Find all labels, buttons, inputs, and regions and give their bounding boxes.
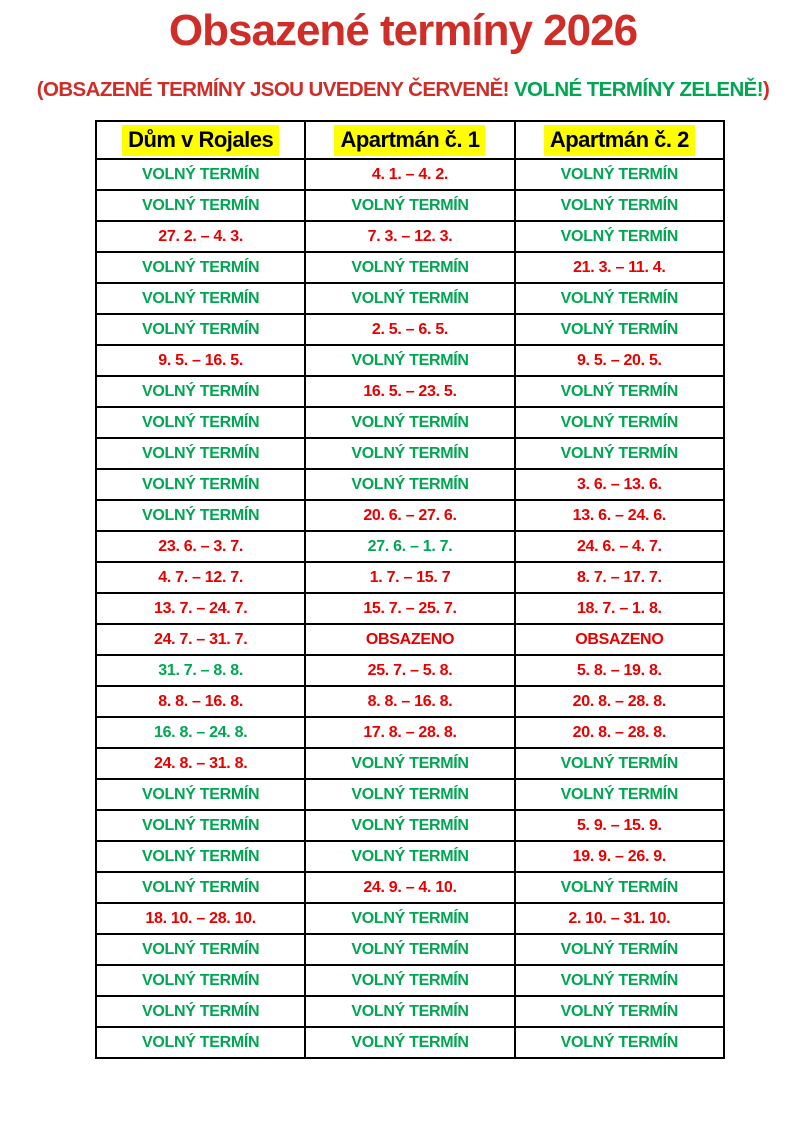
availability-cell: VOLNÝ TERMÍN <box>305 996 514 1027</box>
availability-cell: VOLNÝ TERMÍN <box>96 283 305 314</box>
availability-cell: 9. 5. – 20. 5. <box>515 345 724 376</box>
table-row <box>96 593 724 624</box>
availability-cell: 31. 7. – 8. 8. <box>96 655 305 686</box>
availability-cell: VOLNÝ TERMÍN <box>515 996 724 1027</box>
availability-cell: VOLNÝ TERMÍN <box>515 1027 724 1058</box>
availability-cell: 7. 3. – 12. 3. <box>305 221 514 252</box>
table-row <box>96 283 724 314</box>
table-row <box>96 779 724 810</box>
availability-cell: VOLNÝ TERMÍN <box>305 841 514 872</box>
availability-cell: VOLNÝ TERMÍN <box>515 407 724 438</box>
availability-cell: VOLNÝ TERMÍN <box>96 159 305 190</box>
availability-cell: VOLNÝ TERMÍN <box>515 872 724 903</box>
legend-line <box>0 78 806 102</box>
legend-free-text: VOLNÉ TERMÍNY ZELENĚ! <box>508 78 763 101</box>
column-header-label: Apartmán č. 1 <box>334 125 485 156</box>
availability-cell: 18. 10. – 28. 10. <box>96 903 305 934</box>
availability-cell: VOLNÝ TERMÍN <box>96 376 305 407</box>
availability-cell: VOLNÝ TERMÍN <box>305 252 514 283</box>
column-header-label: Dům v Rojales <box>122 125 279 156</box>
availability-cell: VOLNÝ TERMÍN <box>96 810 305 841</box>
availability-cell: VOLNÝ TERMÍN <box>305 934 514 965</box>
availability-cell: VOLNÝ TERMÍN <box>305 965 514 996</box>
table-row <box>96 810 724 841</box>
legend-busy-text: (OBSAZENÉ TERMÍNY JSOU UVEDENY ČERVENĚ! <box>36 78 509 101</box>
availability-cell: VOLNÝ TERMÍN <box>515 779 724 810</box>
availability-table <box>95 120 725 1059</box>
availability-cell: 24. 7. – 31. 7. <box>96 624 305 655</box>
availability-cell: 24. 9. – 4. 10. <box>305 872 514 903</box>
availability-cell: VOLNÝ TERMÍN <box>96 934 305 965</box>
table-row <box>96 624 724 655</box>
availability-cell: VOLNÝ TERMÍN <box>96 500 305 531</box>
table-row <box>96 407 724 438</box>
table-row <box>96 872 724 903</box>
availability-cell: VOLNÝ TERMÍN <box>96 438 305 469</box>
table-row <box>96 376 724 407</box>
table-row <box>96 717 724 748</box>
table-row <box>96 159 724 190</box>
availability-table-body <box>96 159 724 1058</box>
availability-cell: VOLNÝ TERMÍN <box>305 1027 514 1058</box>
availability-cell: VOLNÝ TERMÍN <box>515 438 724 469</box>
availability-cell: 8. 7. – 17. 7. <box>515 562 724 593</box>
availability-cell: VOLNÝ TERMÍN <box>305 345 514 376</box>
availability-cell: 25. 7. – 5. 8. <box>305 655 514 686</box>
availability-cell: VOLNÝ TERMÍN <box>96 841 305 872</box>
table-row <box>96 934 724 965</box>
availability-cell: VOLNÝ TERMÍN <box>515 748 724 779</box>
table-row <box>96 748 724 779</box>
availability-cell: VOLNÝ TERMÍN <box>515 221 724 252</box>
page-title: Obsazené termíny 2026 <box>168 6 638 55</box>
availability-cell: VOLNÝ TERMÍN <box>96 252 305 283</box>
availability-cell: VOLNÝ TERMÍN <box>305 748 514 779</box>
table-row <box>96 438 724 469</box>
availability-cell: VOLNÝ TERMÍN <box>305 810 514 841</box>
availability-cell: 1. 7. – 15. 7 <box>305 562 514 593</box>
table-row <box>96 469 724 500</box>
availability-cell: VOLNÝ TERMÍN <box>96 779 305 810</box>
column-header-2 <box>305 121 514 159</box>
availability-cell: VOLNÝ TERMÍN <box>515 314 724 345</box>
table-row <box>96 1027 724 1058</box>
availability-cell: VOLNÝ TERMÍN <box>96 190 305 221</box>
availability-cell: 8. 8. – 16. 8. <box>305 686 514 717</box>
availability-cell: VOLNÝ TERMÍN <box>515 934 724 965</box>
availability-cell: VOLNÝ TERMÍN <box>305 903 514 934</box>
availability-cell: 24. 8. – 31. 8. <box>96 748 305 779</box>
column-header-1 <box>96 121 305 159</box>
availability-cell: OBSAZENO <box>515 624 724 655</box>
availability-cell: VOLNÝ TERMÍN <box>305 779 514 810</box>
availability-cell: VOLNÝ TERMÍN <box>515 190 724 221</box>
column-header-label: Apartmán č. 2 <box>544 125 695 156</box>
availability-cell: VOLNÝ TERMÍN <box>305 469 514 500</box>
availability-cell: 8. 8. – 16. 8. <box>96 686 305 717</box>
availability-cell: 16. 8. – 24. 8. <box>96 717 305 748</box>
table-row <box>96 841 724 872</box>
availability-cell: 5. 8. – 19. 8. <box>515 655 724 686</box>
availability-cell: VOLNÝ TERMÍN <box>96 872 305 903</box>
availability-cell: 13. 7. – 24. 7. <box>96 593 305 624</box>
availability-cell: VOLNÝ TERMÍN <box>305 283 514 314</box>
table-row <box>96 965 724 996</box>
availability-cell: VOLNÝ TERMÍN <box>96 965 305 996</box>
availability-cell: VOLNÝ TERMÍN <box>96 407 305 438</box>
availability-cell: 5. 9. – 15. 9. <box>515 810 724 841</box>
availability-cell: 21. 3. – 11. 4. <box>515 252 724 283</box>
availability-cell: 2. 10. – 31. 10. <box>515 903 724 934</box>
column-header-3 <box>515 121 724 159</box>
availability-cell: VOLNÝ TERMÍN <box>515 965 724 996</box>
availability-cell: 20. 8. – 28. 8. <box>515 686 724 717</box>
table-row <box>96 531 724 562</box>
availability-cell: VOLNÝ TERMÍN <box>515 283 724 314</box>
availability-cell: 23. 6. – 3. 7. <box>96 531 305 562</box>
availability-cell: VOLNÝ TERMÍN <box>96 1027 305 1058</box>
availability-cell: 19. 9. – 26. 9. <box>515 841 724 872</box>
availability-cell: 4. 1. – 4. 2. <box>305 159 514 190</box>
availability-cell: VOLNÝ TERMÍN <box>305 407 514 438</box>
table-row <box>96 500 724 531</box>
availability-cell: VOLNÝ TERMÍN <box>305 438 514 469</box>
table-row <box>96 903 724 934</box>
availability-cell: VOLNÝ TERMÍN <box>515 376 724 407</box>
availability-cell: 18. 7. – 1. 8. <box>515 593 724 624</box>
availability-cell: 15. 7. – 25. 7. <box>305 593 514 624</box>
availability-cell: 16. 5. – 23. 5. <box>305 376 514 407</box>
table-row <box>96 190 724 221</box>
availability-cell: 20. 6. – 27. 6. <box>305 500 514 531</box>
table-row <box>96 562 724 593</box>
table-row <box>96 345 724 376</box>
availability-cell: VOLNÝ TERMÍN <box>96 996 305 1027</box>
availability-cell: OBSAZENO <box>305 624 514 655</box>
table-row <box>96 314 724 345</box>
header-row <box>96 121 724 159</box>
availability-cell: 3. 6. – 13. 6. <box>515 469 724 500</box>
availability-cell: 24. 6. – 4. 7. <box>515 531 724 562</box>
table-row <box>96 655 724 686</box>
availability-cell: 4. 7. – 12. 7. <box>96 562 305 593</box>
availability-cell: 20. 8. – 28. 8. <box>515 717 724 748</box>
availability-cell: VOLNÝ TERMÍN <box>305 190 514 221</box>
availability-cell: 17. 8. – 28. 8. <box>305 717 514 748</box>
availability-cell: 27. 2. – 4. 3. <box>96 221 305 252</box>
table-row <box>96 996 724 1027</box>
availability-cell: VOLNÝ TERMÍN <box>96 469 305 500</box>
table-row <box>96 221 724 252</box>
availability-cell: 9. 5. – 16. 5. <box>96 345 305 376</box>
availability-cell: 2. 5. – 6. 5. <box>305 314 514 345</box>
availability-cell: VOLNÝ TERMÍN <box>96 314 305 345</box>
availability-table-header <box>96 121 724 159</box>
table-row <box>96 252 724 283</box>
availability-cell: 13. 6. – 24. 6. <box>515 500 724 531</box>
availability-cell: 27. 6. – 1. 7. <box>305 531 514 562</box>
table-row <box>96 686 724 717</box>
legend-closing-paren: ) <box>762 78 770 101</box>
availability-cell: VOLNÝ TERMÍN <box>515 159 724 190</box>
